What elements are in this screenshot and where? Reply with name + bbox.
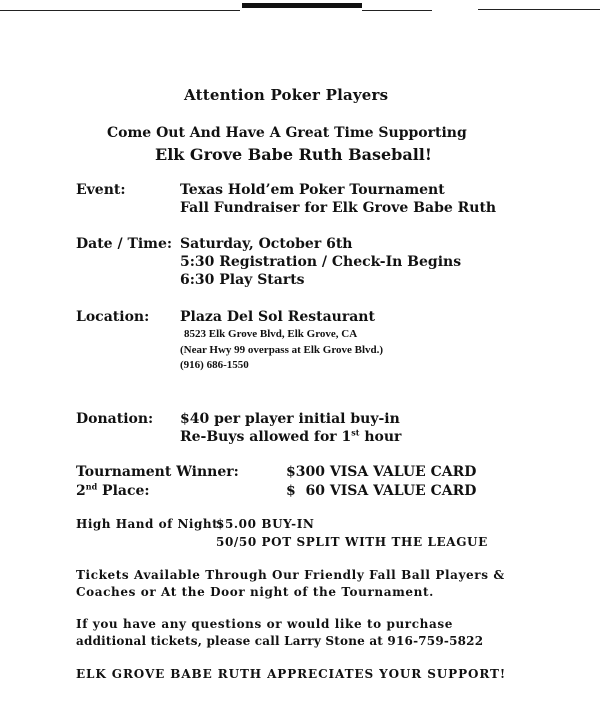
datetime-line-1: Saturday, October 6th — [180, 236, 353, 252]
donation-line-2-suffix: hour — [359, 429, 402, 445]
tickets-line-2: Coaches or At the Door night of the Tournament. — [76, 585, 434, 599]
second-place-sup: nd — [85, 481, 98, 492]
location-phone: (916) 686-1550 — [180, 359, 249, 371]
location-address: 8523 Elk Grove Blvd, Elk Grove, CA — [184, 328, 358, 340]
contact-line-2: additional tickets, please call Larry Stone at 916-759-5822 — [76, 634, 484, 648]
donation-label: Donation: — [76, 411, 154, 427]
scan-top-line-left — [0, 10, 240, 11]
high-hand-line-1: $5.00 BUY-IN — [216, 517, 315, 531]
datetime-line-3: 6:30 Play Starts — [180, 272, 305, 288]
winner-label: Tournament Winner: — [76, 464, 239, 480]
donation-line-2-text: Re-Buys allowed for 1 — [180, 429, 352, 445]
second-place-prize: $ 60 VISA VALUE CARD — [286, 483, 477, 499]
donation-line-2-sup: st — [351, 427, 360, 438]
scan-top-mark — [242, 3, 362, 8]
high-hand-line-2: 50/50 POT SPLIT WITH THE LEAGUE — [216, 535, 488, 549]
subtitle-line-1: Come Out And Have A Great Time Supporting — [107, 125, 467, 141]
location-near: (Near Hwy 99 overpass at Elk Grove Blvd.) — [180, 344, 384, 356]
closing-message: ELK GROVE BABE RUTH APPRECIATES YOUR SUPPORT! — [76, 667, 507, 681]
subtitle-line-2: Elk Grove Babe Ruth Baseball! — [155, 145, 432, 164]
second-place-number: 2 — [76, 483, 86, 499]
scan-top-line-right — [478, 9, 600, 10]
event-line-2: Fall Fundraiser for Elk Grove Babe Ruth — [180, 200, 497, 216]
donation-line-1: $40 per player initial buy-in — [180, 411, 400, 427]
winner-prize: $300 VISA VALUE CARD — [286, 464, 477, 480]
donation-line-2 — [180, 429, 401, 445]
datetime-label: Date / Time: — [76, 236, 173, 252]
scan-top-line-mid — [362, 10, 432, 11]
contact-line-1: If you have any questions or would like to purchase — [76, 617, 453, 631]
location-name: Plaza Del Sol Restaurant — [180, 309, 375, 325]
page-title: Attention Poker Players — [184, 86, 389, 104]
datetime-line-2: 5:30 Registration / Check-In Begins — [180, 254, 462, 270]
event-label: Event: — [76, 182, 126, 198]
high-hand-label: High Hand of Night: — [76, 517, 224, 531]
second-place-text: Place: — [97, 483, 150, 499]
second-place-label — [76, 483, 150, 499]
tickets-line-1: Tickets Available Through Our Friendly Fall Ball Players & — [76, 568, 505, 582]
location-label: Location: — [76, 309, 150, 325]
event-line-1: Texas Hold’em Poker Tournament — [180, 182, 445, 198]
